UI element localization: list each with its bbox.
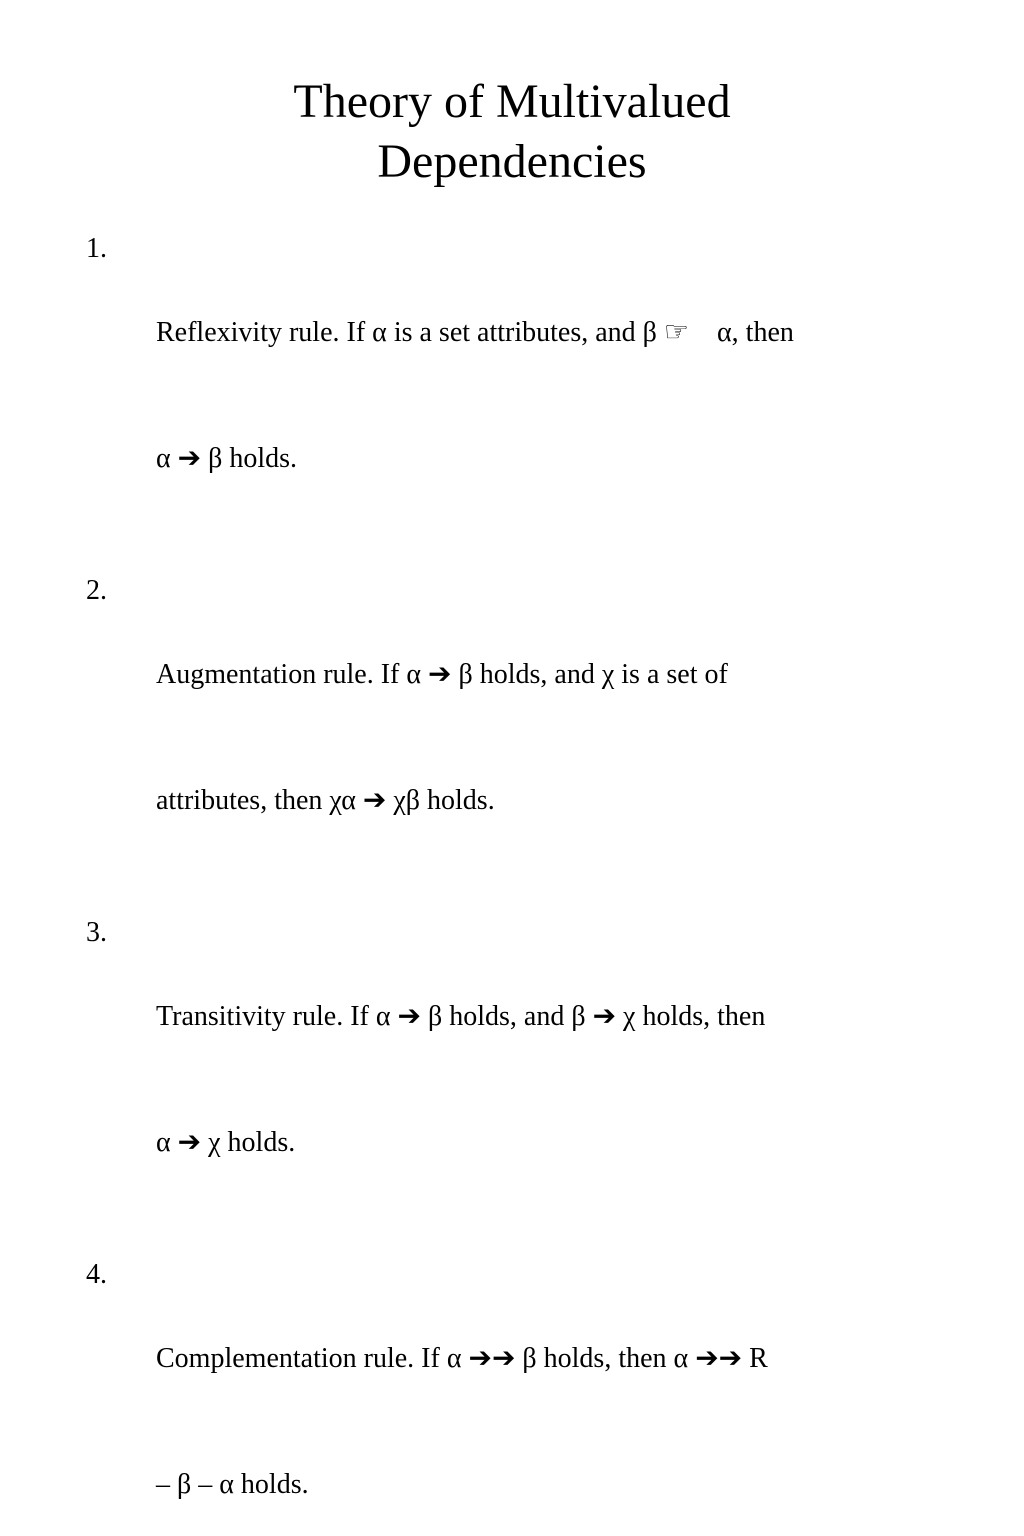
- list-item-text: [156, 228, 946, 564]
- rules-list: [86, 228, 946, 1536]
- list-item-text: [156, 912, 946, 1248]
- list-item-number: 4.: [86, 1259, 107, 1290]
- list-item-text: [156, 570, 946, 906]
- slide-title-line-1: Theory of Multivalued: [293, 75, 731, 128]
- list-item-text-line: α ➔ χ holds.: [156, 1127, 296, 1158]
- list-item-text-line: Reflexivity rule. If α is a set attributes, and β ☞ α, then: [156, 317, 794, 348]
- list-item-text-line: Transitivity rule. If α ➔ β holds, and β ➔ χ holds, then: [156, 1001, 766, 1032]
- list-item-text-line: Complementation rule. If α ➔➔ β holds, then α ➔➔ R: [156, 1343, 768, 1374]
- list-item-augmentation: [86, 570, 946, 906]
- list-item-text-line: Augmentation rule. If α ➔ β holds, and χ is a set of: [156, 659, 728, 690]
- list-item-number: 2.: [86, 575, 107, 606]
- slide-title: [0, 72, 1024, 192]
- list-item-text: [156, 1254, 946, 1536]
- list-item-complementation: [86, 1254, 946, 1536]
- slide-title-line-2: Dependencies: [377, 135, 647, 188]
- list-item-text-line: attributes, then χα ➔ χβ holds.: [156, 785, 495, 816]
- list-item-transitivity: [86, 912, 946, 1248]
- list-item-text-line: – β – α holds.: [156, 1469, 309, 1500]
- list-item-reflexivity: [86, 228, 946, 564]
- list-item-text-line: α ➔ β holds.: [156, 443, 298, 474]
- list-item-number: 1.: [86, 233, 107, 264]
- list-item-number: 3.: [86, 917, 107, 948]
